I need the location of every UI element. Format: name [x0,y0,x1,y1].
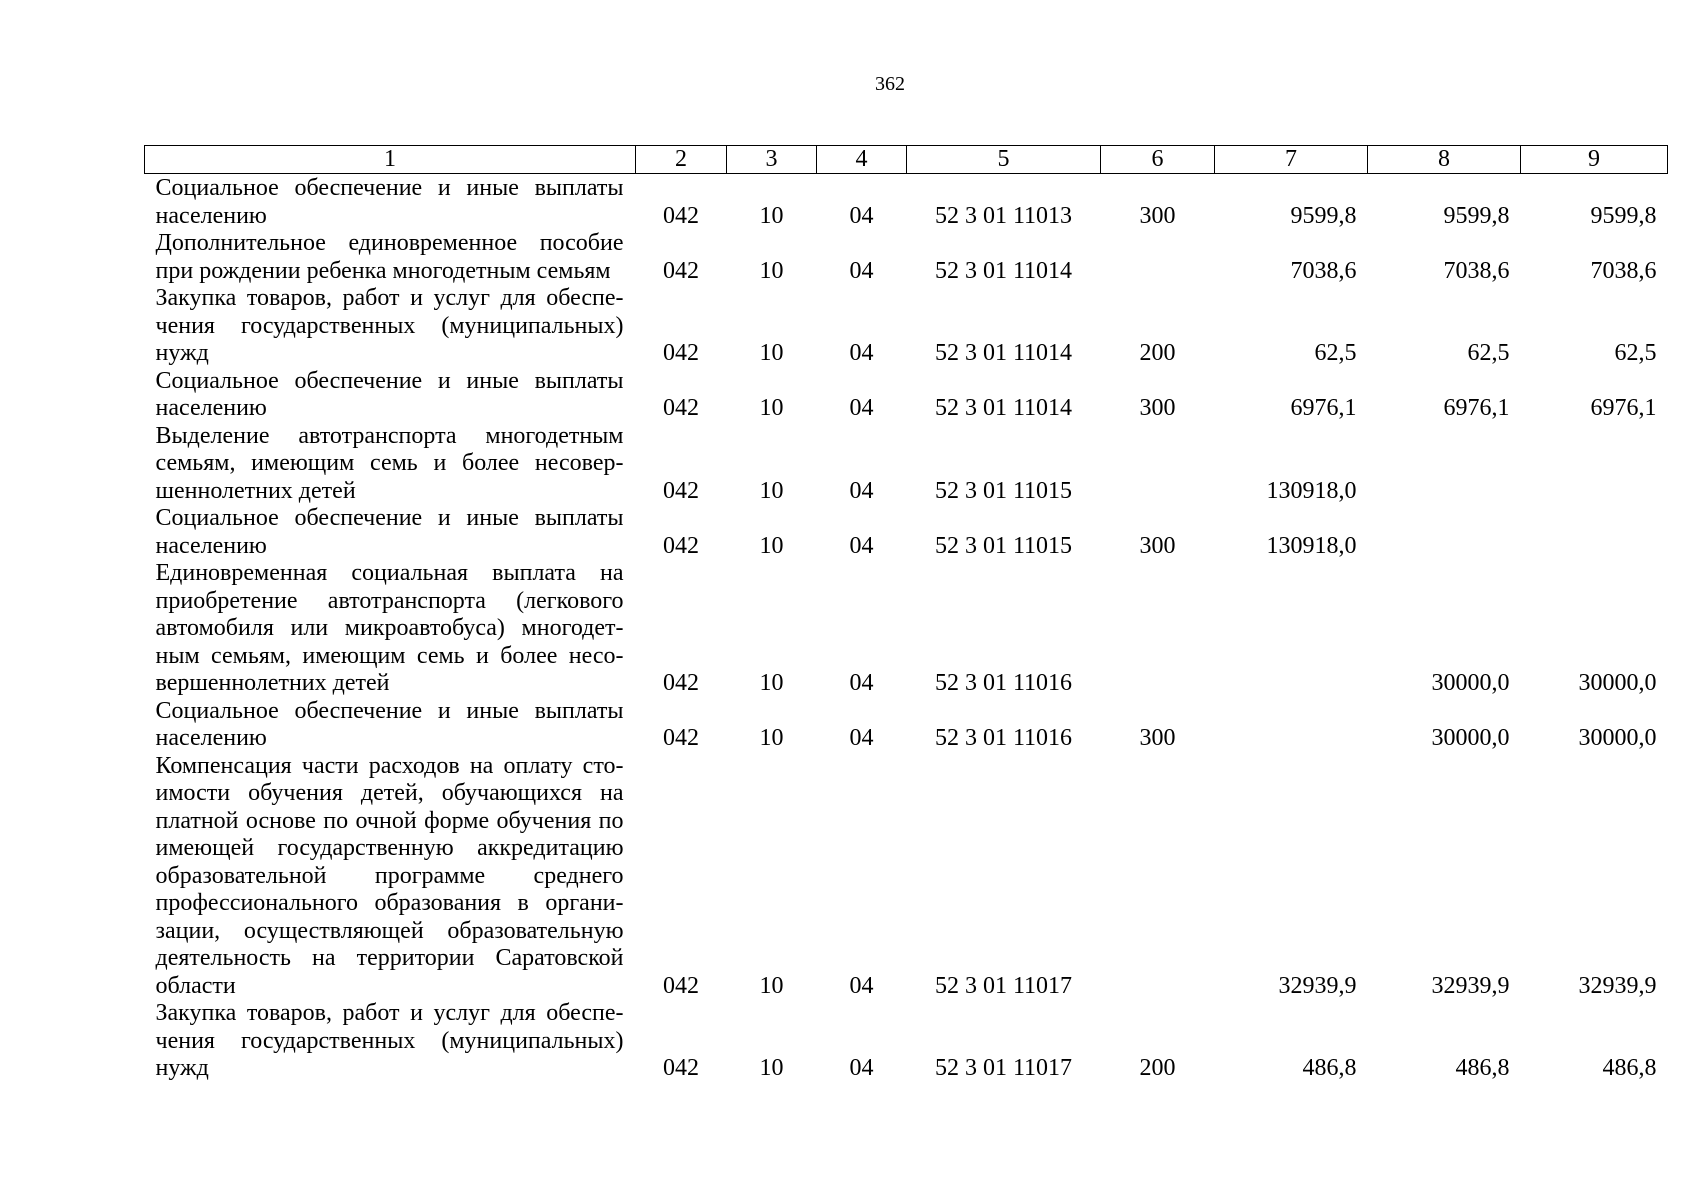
budget-table [144,145,1668,1083]
cell-expense-type: 300 [1139,532,1176,559]
cell-amount-9 [1521,423,1668,506]
column-header: 1 [145,146,636,174]
cell-amount-9: 62,5 [1614,340,1657,366]
cell-section: 10 [759,532,784,559]
cell-subsection: 04 [849,340,874,366]
cell-amount-7: 9599,8 [1290,202,1357,229]
cell-subsection: 04 [849,477,874,504]
column-header: 5 [907,146,1101,174]
column-header: 3 [727,146,817,174]
cell-amount-8: 62,5 [1467,340,1510,366]
cell-amount-8: 9599,8 [1443,202,1510,229]
table-row [145,368,1668,423]
cell-ministry: 042 [663,972,699,999]
row-name: Дополнительное единовременное пособие при рождении ребенка многодетным семьям [155,230,624,284]
page-number: 362 [875,73,905,95]
cell-expense-type: 200 [1139,340,1176,366]
cell-ministry: 042 [663,477,699,504]
cell-amount-9: 9599,8 [1590,202,1657,229]
cell-expense-type: 300 [1139,202,1176,229]
cell-target-article: 52 3 01 11017 [934,972,1073,999]
table-row [145,1000,1668,1083]
cell-amount-7: 6976,1 [1290,395,1357,421]
cell-section: 10 [759,257,784,284]
row-name: Социальное обеспечение и иные выплаты населению [155,697,624,751]
cell-ministry: 042 [663,202,699,229]
cell-target-article: 52 3 01 11014 [934,340,1073,366]
column-header: 2 [636,146,727,174]
row-name: Компенсация части расходов на оплату стоимости обучения детей, обучающихся на платной основе по очной форме обучения по имеющей государственную аккредитацию образовательной программе среднего профессионального образования в организации, осуществляющей образовательную деятельность на территории Саратовской области [155,752,624,999]
cell-section: 10 [759,725,784,751]
cell-subsection: 04 [849,257,874,284]
cell-amount-7: 486,8 [1302,1055,1357,1081]
table-row [145,505,1668,560]
column-header: 8 [1368,146,1521,174]
table-row [145,560,1668,698]
cell-ministry: 042 [663,670,699,696]
cell-expense-type: 200 [1139,1055,1176,1081]
cell-amount-8: 7038,6 [1443,257,1510,284]
cell-amount-7: 130918,0 [1266,477,1357,504]
cell-target-article: 52 3 01 11016 [934,670,1073,696]
table-row [145,174,1668,231]
cell-amount-7: 62,5 [1314,340,1357,366]
cell-expense-type: 300 [1139,395,1176,421]
cell-expense-type [1101,423,1215,506]
cell-amount-8 [1368,505,1521,560]
cell-amount-8: 30000,0 [1431,670,1510,696]
table-row [145,423,1668,506]
cell-expense-type [1101,753,1215,1001]
cell-expense-type [1101,560,1215,698]
cell-amount-7: 130918,0 [1266,532,1357,559]
cell-amount-9: 30000,0 [1578,670,1657,696]
cell-amount-9: 486,8 [1602,1055,1657,1081]
cell-amount-9: 6976,1 [1590,395,1657,421]
column-header: 6 [1101,146,1215,174]
cell-amount-9: 7038,6 [1590,257,1657,284]
cell-target-article: 52 3 01 11015 [934,477,1073,504]
cell-ministry: 042 [663,1055,699,1081]
row-name: Закупка товаров, работ и услуг для обеспечения государственных (муниципальных) нужд [155,1000,624,1081]
cell-expense-type [1101,230,1215,285]
cell-amount-9 [1521,505,1668,560]
cell-amount-8 [1368,423,1521,506]
cell-target-article: 52 3 01 11014 [934,257,1073,284]
column-number-row [145,146,1668,174]
row-name: Социальное обеспечение и иные выплаты населению [155,175,624,229]
cell-amount-8: 6976,1 [1443,395,1510,421]
cell-section: 10 [759,972,784,999]
cell-subsection: 04 [849,972,874,999]
table-row [145,285,1668,368]
column-header: 7 [1215,146,1368,174]
cell-target-article: 52 3 01 11015 [934,532,1073,559]
cell-target-article: 52 3 01 11016 [934,725,1073,751]
cell-amount-8: 30000,0 [1431,725,1510,751]
row-name: Социальное обеспечение и иные выплаты населению [155,505,624,559]
cell-target-article: 52 3 01 11014 [934,395,1073,421]
cell-amount-7 [1215,560,1368,698]
cell-amount-8: 486,8 [1455,1055,1510,1081]
cell-expense-type: 300 [1139,725,1176,751]
cell-ministry: 042 [663,257,699,284]
cell-ministry: 042 [663,340,699,366]
column-header: 4 [817,146,907,174]
cell-section: 10 [759,395,784,421]
table-row [145,753,1668,1001]
cell-subsection: 04 [849,532,874,559]
cell-amount-9: 30000,0 [1578,725,1657,751]
table-row [145,698,1668,753]
cell-amount-7: 7038,6 [1290,257,1357,284]
cell-section: 10 [759,670,784,696]
cell-target-article: 52 3 01 11013 [934,202,1073,229]
cell-ministry: 042 [663,725,699,751]
cell-ministry: 042 [663,395,699,421]
cell-subsection: 04 [849,395,874,421]
cell-subsection: 04 [849,202,874,229]
cell-amount-9: 32939,9 [1578,972,1657,999]
row-name: Социальное обеспечение и иные выплаты населению [155,367,624,421]
cell-ministry: 042 [663,532,699,559]
cell-amount-7: 32939,9 [1278,972,1357,999]
cell-section: 10 [759,1055,784,1081]
cell-section: 10 [759,202,784,229]
cell-subsection: 04 [849,725,874,751]
cell-subsection: 04 [849,670,874,696]
cell-target-article: 52 3 01 11017 [934,1055,1073,1081]
cell-subsection: 04 [849,1055,874,1081]
cell-section: 10 [759,340,784,366]
row-name: Выделение автотранспорта многодетным семьям, имеющим семь и более несовершеннолетних детей [155,422,624,504]
cell-section: 10 [759,477,784,504]
row-name: Единовременная социальная выплата на приобретение автотранспорта (легкового автомобиля или микроавтобуса) многодетным семьям, имеющим семь и более несовершеннолетних детей [155,560,624,696]
table-row [145,230,1668,285]
row-name: Закупка товаров, работ и услуг для обеспечения государственных (муниципальных) нужд [155,285,624,366]
column-header: 9 [1521,146,1668,174]
cell-amount-7 [1215,698,1368,753]
cell-amount-8: 32939,9 [1431,972,1510,999]
